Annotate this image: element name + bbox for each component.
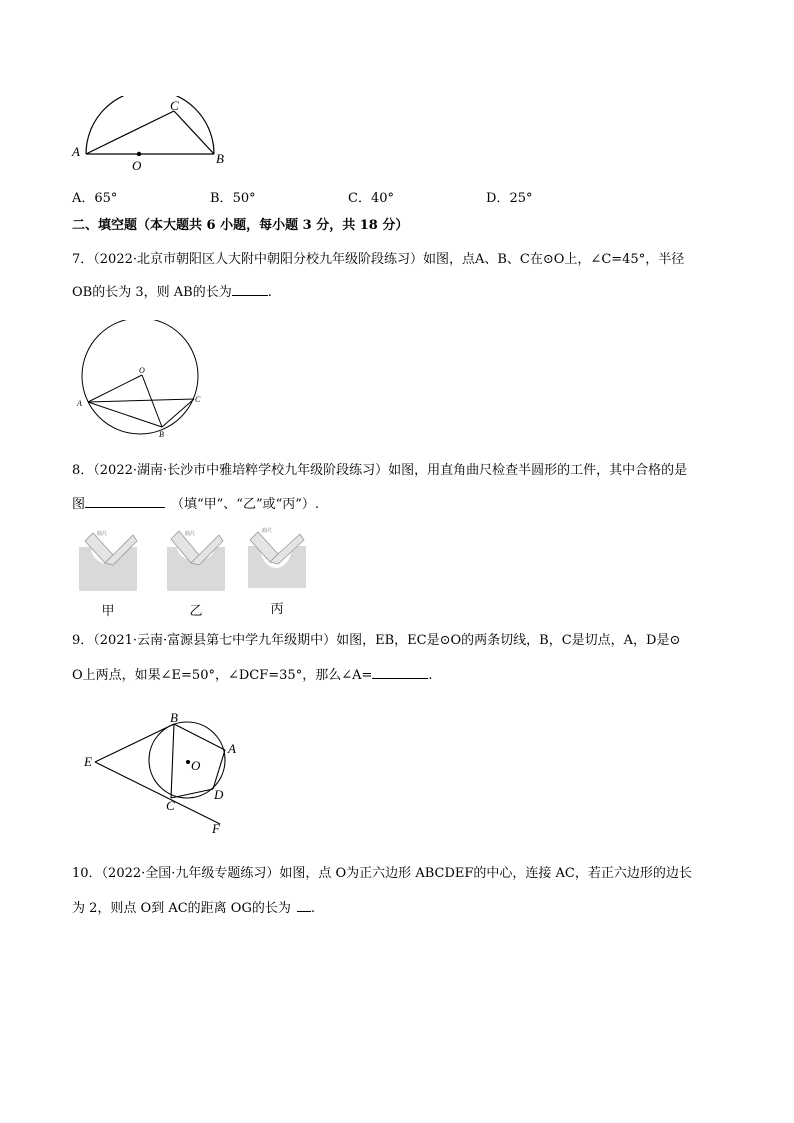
- label-f: F: [212, 821, 220, 836]
- q8-line-2: [72, 493, 319, 515]
- q7-line-1: 7．（2022·北京市朝阳区人大附中朝阳分校九年级阶段练习）如图，点A、B、C在⊙O上，∠C=45°，半径: [72, 252, 685, 267]
- figure-label-bing: 丙: [270, 602, 284, 617]
- option-text: 65°: [94, 191, 118, 206]
- q9-figure: [82, 706, 250, 840]
- chord-ac: [86, 111, 174, 154]
- option-text: 25°: [509, 191, 533, 206]
- label-e: E: [84, 754, 92, 769]
- option-letter: A．: [72, 191, 95, 206]
- segment-ad: [213, 750, 225, 789]
- ruler-figure-bing: [244, 524, 310, 592]
- ruler-text: 曲尺: [185, 531, 196, 537]
- segment-ab: [88, 402, 162, 427]
- q10-line-2: [72, 897, 315, 919]
- label-o: O: [191, 758, 201, 773]
- option-letter: B．: [210, 191, 233, 206]
- figure-label-jia: 甲: [101, 604, 115, 619]
- q6-option-a: [72, 187, 117, 206]
- center-point: [186, 760, 190, 764]
- q6-figure: [66, 96, 236, 176]
- label-d: D: [214, 787, 224, 802]
- label-c: C: [170, 98, 179, 113]
- ruler-text: 曲尺: [97, 531, 108, 537]
- q10-text: 为 2，则点 O到 AC的距离 OG的长为: [72, 901, 291, 916]
- label-b: B: [159, 430, 164, 439]
- label-o: O: [139, 366, 145, 375]
- label-b: B: [170, 710, 178, 725]
- figure-label-yi: 乙: [189, 604, 203, 619]
- ruler-text: 曲尺: [262, 528, 273, 534]
- center-point: [137, 152, 141, 156]
- answer-blank[interactable]: [372, 664, 428, 679]
- section-heading: 二、填空题（本大题共 6 小题，每小题 3 分，共 18 分）: [72, 218, 409, 233]
- option-letter: C．: [348, 191, 371, 206]
- label-c: C: [166, 798, 175, 813]
- label-c: C: [195, 395, 201, 404]
- q10-line-1: 10．（2022·全国·九年级专题练习）如图，点 O为正六边形 ABCDEF的中心，连接 AC，若正六边形的边长: [72, 866, 692, 881]
- segment-ac: [88, 399, 194, 402]
- q6-option-c: [348, 187, 394, 206]
- circle: [82, 320, 198, 434]
- answer-blank[interactable]: [297, 897, 311, 912]
- label-o: O: [132, 158, 142, 173]
- label-a: A: [72, 144, 80, 159]
- segment-cd: [171, 789, 213, 798]
- segment-bc: [171, 724, 174, 798]
- q7-end: .: [267, 285, 272, 300]
- q7-line-2: [72, 281, 272, 303]
- q9-end: .: [428, 668, 433, 683]
- segment-oa: [88, 375, 142, 402]
- label-a: A: [77, 399, 82, 408]
- q8-line-1: 8．（2022·湖南·长沙市中雅培粹学校九年级阶段练习）如图，用直角曲尺检查半圆形的工件，其中合格的是: [72, 463, 688, 478]
- q6-option-b: [210, 187, 256, 206]
- semicircle-arc: [86, 96, 214, 154]
- q6-option-d: [486, 187, 532, 206]
- tangent-eb: [95, 724, 174, 762]
- tangent-cb: [174, 111, 214, 154]
- q9-line-2: [72, 664, 433, 686]
- label-a: A: [228, 741, 236, 756]
- option-letter: D．: [486, 191, 510, 206]
- q7-figure: [72, 320, 208, 442]
- q8-text: 图: [72, 497, 86, 512]
- q7-text: OB的长为 3，则 AB的长为: [72, 285, 232, 300]
- segment-bc: [162, 399, 194, 427]
- line-ecf: [95, 762, 220, 824]
- option-text: 50°: [232, 191, 256, 206]
- option-text: 40°: [370, 191, 394, 206]
- segment-ob: [142, 375, 162, 427]
- ruler-figure-jia: [75, 527, 141, 595]
- q9-text: O上两点，如果∠E=50°，∠DCF=35°，那么∠A=: [72, 668, 373, 683]
- ruler-figure-yi: [163, 527, 229, 595]
- answer-blank[interactable]: [232, 281, 268, 296]
- q8-end: （填“甲”、“乙”或“丙”）.: [171, 497, 320, 512]
- q9-line-1: 9．（2021·云南·富源县第七中学九年级期中）如图，EB，EC是⊙O的两条切线，B，C是切点，A，D是⊙: [72, 633, 681, 648]
- label-b: B: [216, 151, 224, 166]
- answer-blank[interactable]: [85, 493, 165, 508]
- q10-end: .: [310, 901, 315, 916]
